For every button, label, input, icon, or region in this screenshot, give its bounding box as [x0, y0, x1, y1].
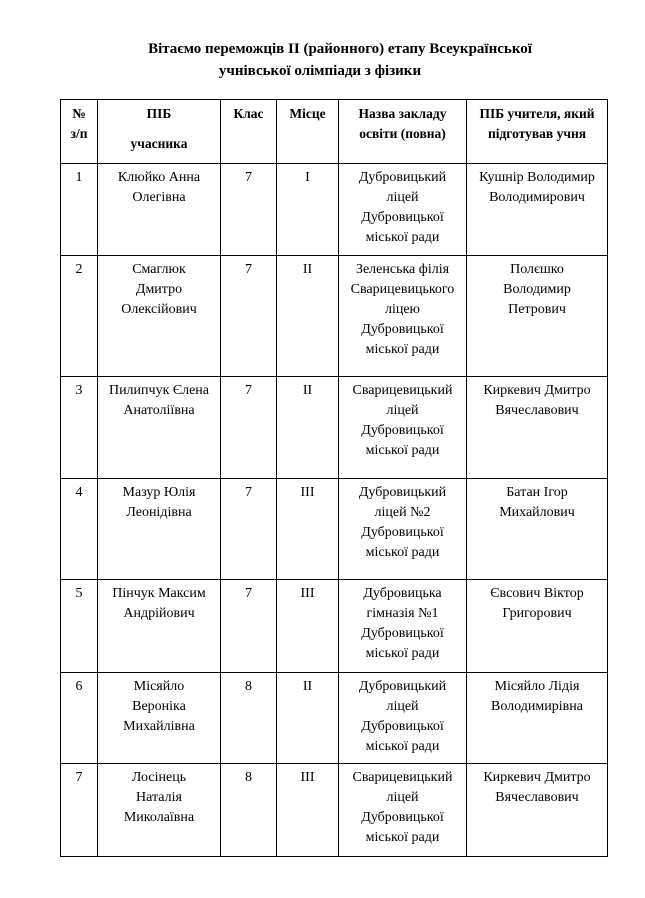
winners-table	[60, 99, 608, 857]
page-title	[60, 38, 620, 82]
table-row	[61, 377, 608, 479]
teacher-name: Полєшко Володимир Петрович	[467, 256, 608, 377]
participant-place: ІІІ	[277, 764, 339, 857]
table-row	[61, 256, 608, 377]
row-number: 6	[61, 673, 98, 764]
header-name-bottom: учасника	[130, 136, 188, 151]
row-number: 3	[61, 377, 98, 479]
participant-name: Смаглюк Дмитро Олексійович	[98, 256, 221, 377]
participant-name: Пилипчук Єлена Анатоліївна	[98, 377, 221, 479]
participant-place: ІІ	[277, 673, 339, 764]
header-grade: Клас	[221, 100, 277, 164]
participant-grade: 8	[221, 673, 277, 764]
row-number: 1	[61, 164, 98, 256]
school-name: Сварицевицький ліцей Дубровицької міської ради	[339, 764, 467, 857]
teacher-name: Киркевич Дмитро Вячеславович	[467, 764, 608, 857]
school-name: Дубровицький ліцей Дубровицької міської ради	[339, 673, 467, 764]
teacher-name: Киркевич Дмитро Вячеславович	[467, 377, 608, 479]
table-row	[61, 580, 608, 673]
row-number: 2	[61, 256, 98, 377]
participant-name: Мазур Юлія Леонідівна	[98, 479, 221, 580]
school-name: Сварицевицький ліцей Дубровицької міської ради	[339, 377, 467, 479]
participant-name: Лосінець Наталія Миколаївна	[98, 764, 221, 857]
teacher-name: Євсович Віктор Григорович	[467, 580, 608, 673]
teacher-name: Місяйло Лідія Володимирівна	[467, 673, 608, 764]
row-number: 5	[61, 580, 98, 673]
participant-place: І	[277, 164, 339, 256]
table-row	[61, 764, 608, 857]
table-row	[61, 479, 608, 580]
participant-grade: 7	[221, 580, 277, 673]
participant-grade: 7	[221, 479, 277, 580]
row-number: 4	[61, 479, 98, 580]
participant-name: Клюйко Анна Олегівна	[98, 164, 221, 256]
header-name-top: ПІБ	[146, 106, 172, 121]
participant-place: ІІІ	[277, 479, 339, 580]
title-line-1: Вітаємо переможців ІІ (районного) етапу Всеукраїнської	[148, 41, 532, 57]
header-number: № з/п	[61, 100, 98, 164]
header-name	[98, 100, 221, 164]
header-place: Місце	[277, 100, 339, 164]
participant-grade: 8	[221, 764, 277, 857]
participant-place: ІІ	[277, 256, 339, 377]
participant-grade: 7	[221, 256, 277, 377]
participant-name: Пінчук Максим Андрійович	[98, 580, 221, 673]
school-name: Дубровицька гімназія №1 Дубровицької міської ради	[339, 580, 467, 673]
teacher-name: Батан Ігор Михайлович	[467, 479, 608, 580]
participant-grade: 7	[221, 164, 277, 256]
header-school: Назва закладу освіти (повна)	[339, 100, 467, 164]
participant-name: Місяйло Вероніка Михайлівна	[98, 673, 221, 764]
teacher-name: Кушнір Володимир Володимирович	[467, 164, 608, 256]
row-number: 7	[61, 764, 98, 857]
participant-place: ІІ	[277, 377, 339, 479]
school-name: Зеленська філія Сварицевицького ліцею Дубровицької міської ради	[339, 256, 467, 377]
participant-place: ІІІ	[277, 580, 339, 673]
header-teacher: ПІБ учителя, який підготував учня	[467, 100, 608, 164]
table-header-row	[61, 100, 608, 164]
table-row	[61, 164, 608, 256]
table-row	[61, 673, 608, 764]
title-line-2: учнівської олімпіади з фізики	[218, 63, 422, 79]
participant-grade: 7	[221, 377, 277, 479]
school-name: Дубровицький ліцей №2 Дубровицької міської ради	[339, 479, 467, 580]
school-name: Дубровицький ліцей Дубровицької міської ради	[339, 164, 467, 256]
